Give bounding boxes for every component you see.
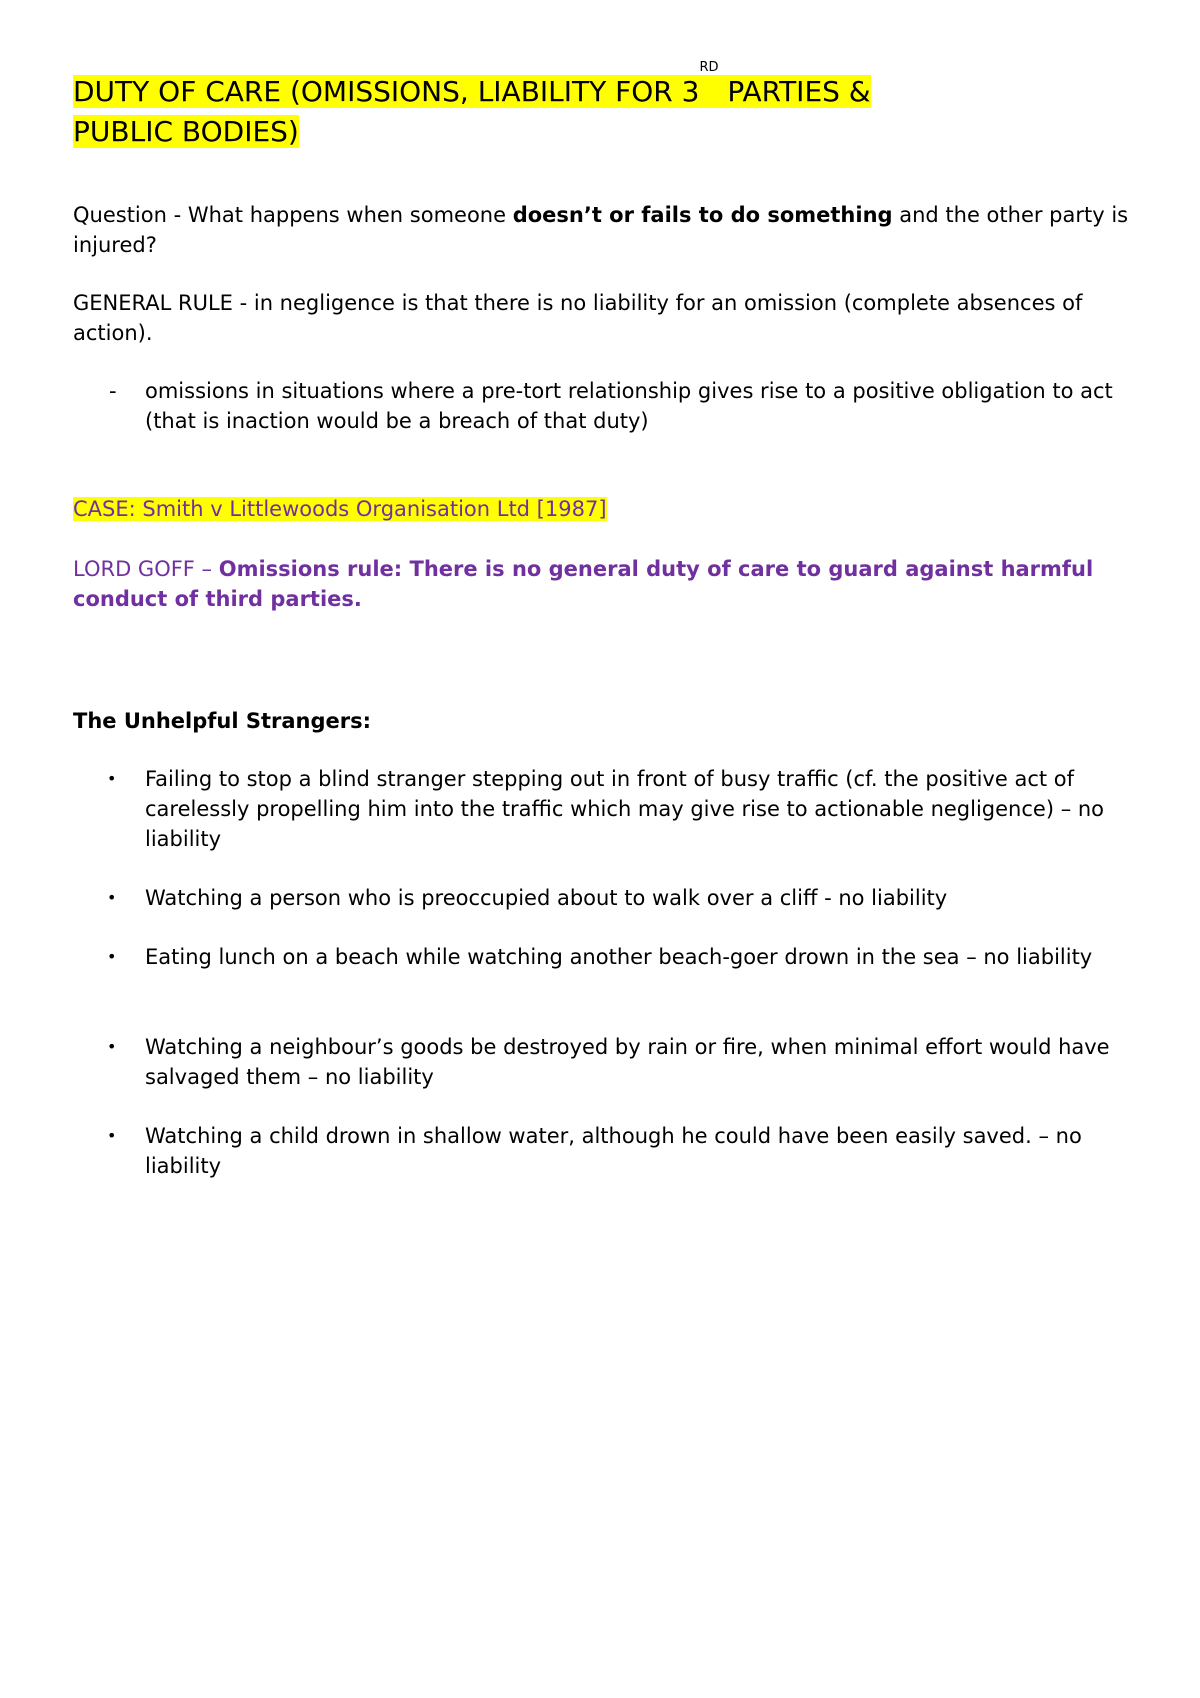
dash-list-item: [73, 376, 1133, 436]
question-suffix: and the other party is injured?: [73, 203, 1129, 257]
bullet-marker: •: [107, 1126, 117, 1145]
list-item-text: Watching a child drown in shallow water, although he could have been easily saved. – no liability: [145, 1124, 1082, 1178]
bullet-marker: •: [107, 1037, 117, 1056]
dash-item-text: omissions in situations where a pre-tort relationship gives rise to a positive obligation to act (that is inaction would be a breach of that duty): [145, 379, 1113, 433]
strangers-heading: The Unhelpful Strangers:: [73, 709, 372, 733]
title-line-1: [73, 60, 871, 108]
general-rule-paragraph: GENERAL RULE - in negligence is that there is no liability for an omission (complete absences of action).: [73, 291, 1083, 345]
lord-goff-rule: Omissions rule: There is no general duty of care to guard against harmful conduct of third parties.: [73, 557, 1094, 611]
lord-goff-paragraph: [73, 554, 1133, 614]
case-citation-text: CASE: Smith v Littlewoods Organisation Ltd [1987]: [73, 497, 607, 521]
bullet-marker: •: [107, 947, 117, 966]
list-item: [73, 883, 1133, 913]
question-prefix: Question - What happens when someone: [73, 203, 513, 227]
list-item: [73, 1032, 1133, 1092]
strangers-list: [73, 764, 1133, 1181]
page-title: [73, 60, 1133, 152]
list-item: [73, 764, 1133, 854]
list-item: [73, 942, 1133, 972]
question-bold: doesn’t or fails to do something: [512, 203, 893, 227]
list-item-text: Failing to stop a blind stranger stepping out in front of busy traffic (cf. the positive act of carelessly propelling him into the traffic which may give rise to actionable negligence) – no liability: [145, 767, 1105, 851]
list-item: [73, 1121, 1133, 1181]
list-item-text: Watching a person who is preoccupied about to walk over a cliff - no liability: [145, 886, 948, 910]
title-text-part1: DUTY OF CARE (OMISSIONS, LIABILITY FOR 3: [73, 75, 700, 108]
lord-goff-prefix: LORD GOFF –: [73, 557, 219, 581]
case-citation: [73, 494, 1133, 524]
title-line-2: PUBLIC BODIES): [73, 115, 299, 148]
bullet-marker: •: [107, 888, 117, 907]
question-paragraph: [73, 200, 1133, 260]
title-superscript: RD: [699, 60, 719, 75]
list-item-text: Watching a neighbour’s goods be destroyed by rain or fire, when minimal effort would have salvaged them – no liability: [145, 1035, 1110, 1089]
dash-marker: -: [109, 379, 117, 403]
list-item-text: Eating lunch on a beach while watching another beach-goer drown in the sea – no liability: [145, 945, 1093, 969]
title-text-part2: PARTIES &: [718, 75, 871, 108]
document-page: [73, 60, 1133, 1210]
bullet-marker: •: [107, 769, 117, 788]
